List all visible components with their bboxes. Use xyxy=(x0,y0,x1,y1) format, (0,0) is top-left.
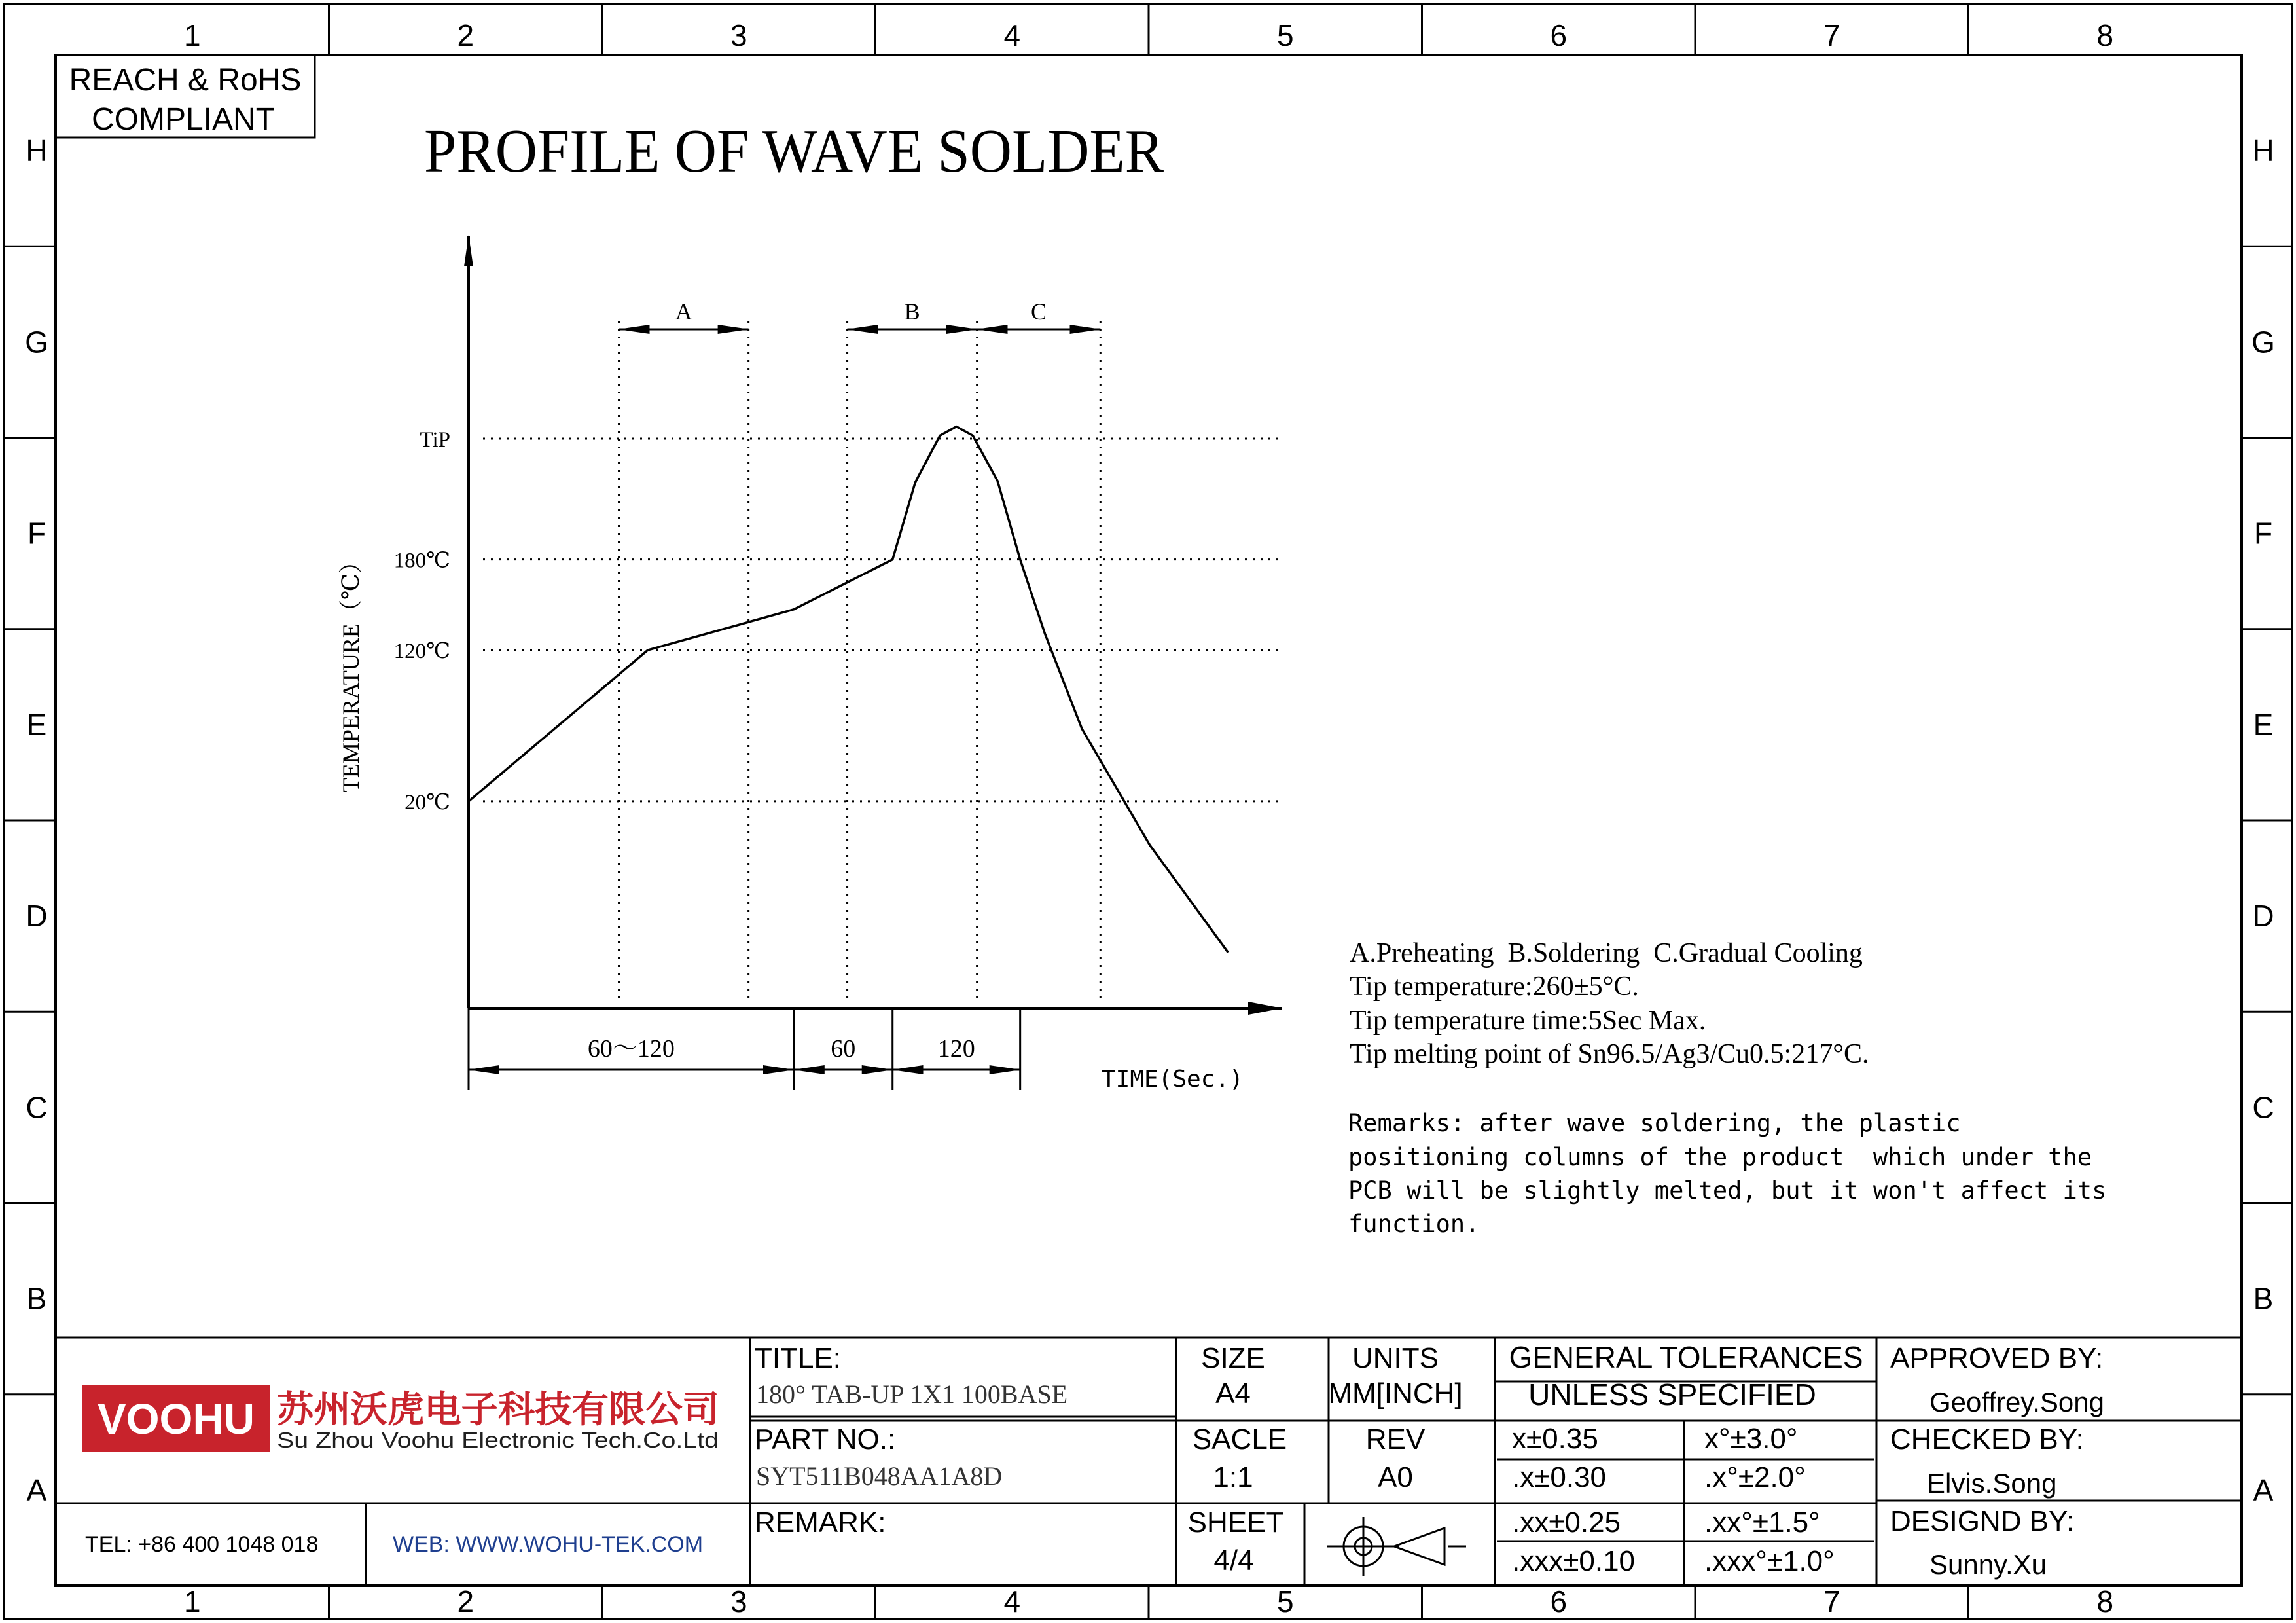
chart-axes xyxy=(394,236,1282,1008)
zone-column-label-top: 8 xyxy=(2096,18,2114,52)
y-tick-label: 180℃ xyxy=(393,549,450,573)
tolerance-angular: .x°±2.0° xyxy=(1704,1461,1806,1493)
zone-row-label-left: A xyxy=(26,1472,47,1507)
company-name-cn: 苏州沃虎电子科技有限公司 xyxy=(277,1389,719,1430)
y-tick-label: 20℃ xyxy=(404,790,450,814)
scale-label: SACLE xyxy=(1192,1423,1287,1455)
tolerance-linear: .xxx±0.10 xyxy=(1512,1545,1636,1577)
title-block xyxy=(56,1338,2242,1586)
note-phases: A.Preheating B.Soldering C.Gradual Cooling xyxy=(1350,938,1863,968)
zone-column-label-bottom: 7 xyxy=(1823,1584,1840,1618)
zone-column-label-bottom: 4 xyxy=(1003,1584,1021,1618)
zone-row-label-left: D xyxy=(26,899,48,934)
chart-gridlines xyxy=(483,321,1282,1000)
company-name-en: Su Zhou Voohu Electronic Tech.Co.Ltd xyxy=(277,1428,719,1452)
zone-row-label-left: F xyxy=(27,516,46,551)
duration-label: 120 xyxy=(937,1035,975,1063)
checked-by-name: Elvis.Song xyxy=(1927,1468,2057,1499)
zone-row-label-right: F xyxy=(2253,516,2273,551)
y-tick-label: TiP xyxy=(420,428,450,452)
remarks-line-1: Remarks: after wave soldering, the plastic xyxy=(1348,1109,1961,1137)
compliance-line-1: REACH & RoHS xyxy=(69,63,302,98)
chart-marks xyxy=(469,299,1228,1090)
zone-column-label-bottom: 1 xyxy=(183,1584,201,1618)
zone-column-label-bottom: 5 xyxy=(1276,1584,1294,1618)
solder-profile-chart xyxy=(338,236,1282,1093)
zone-grid-ticks xyxy=(4,4,2292,1619)
drawing-title: PROFILE OF WAVE SOLDER xyxy=(424,117,1164,185)
tolerance-linear: x±0.35 xyxy=(1512,1423,1598,1455)
title-block-lines xyxy=(56,1338,2242,1586)
tolerance-angular: x°±3.0° xyxy=(1704,1423,1798,1455)
zone-row-label-left: B xyxy=(26,1281,47,1316)
zone-column-label-top: 7 xyxy=(1823,18,1840,52)
duration-label: 60 xyxy=(831,1035,856,1063)
company-logo xyxy=(82,1385,270,1452)
y-tick-label: 120℃ xyxy=(393,640,450,664)
tolerance-angular: .xxx°±1.0° xyxy=(1704,1545,1835,1577)
title-value: 180° TAB-UP 1X1 100BASE xyxy=(756,1379,1068,1409)
process-notes xyxy=(1350,938,1869,1069)
size-value: A4 xyxy=(1215,1377,1251,1410)
zone-row-label-right: B xyxy=(2253,1281,2274,1316)
logo-wordmark: VOOHU xyxy=(98,1395,255,1443)
phase-label: A xyxy=(675,299,692,325)
tolerance-linear: .xx±0.25 xyxy=(1512,1506,1621,1539)
note-melting-point: Tip melting point of Sn96.5/Ag3/Cu0.5:217°C. xyxy=(1350,1039,1869,1069)
zone-row-label-right: A xyxy=(2253,1472,2274,1507)
rev-value: A0 xyxy=(1378,1461,1413,1493)
frame xyxy=(4,4,2292,1619)
remarks xyxy=(1348,1109,2106,1238)
designed-by-label: DESIGND BY: xyxy=(1890,1505,2075,1537)
checked-by-label: CHECKED BY: xyxy=(1890,1423,2084,1455)
y-axis-label: TEMPERATURE（℃） xyxy=(338,549,364,793)
approved-by-label: APPROVED BY: xyxy=(1890,1342,2104,1374)
compliance-box xyxy=(56,55,315,137)
zone-column-label-top: 4 xyxy=(1003,18,1021,52)
projection-symbol-icon xyxy=(1327,1517,1466,1576)
zone-column-label-top: 1 xyxy=(183,18,201,52)
phase-label: C xyxy=(1030,299,1047,325)
zone-grid-labels xyxy=(25,18,2275,1618)
tolerance-linear: .x±0.30 xyxy=(1512,1461,1607,1493)
title-label: TITLE: xyxy=(755,1342,842,1374)
zone-row-label-right: C xyxy=(2252,1090,2274,1125)
company-tel: TEL: +86 400 1048 018 xyxy=(85,1532,319,1557)
units-label: UNITS xyxy=(1352,1342,1439,1374)
zone-row-label-left: C xyxy=(26,1090,48,1125)
zone-row-label-right: H xyxy=(2252,134,2274,168)
remarks-line-3: PCB will be slightly melted, but it won't affect its xyxy=(1348,1176,2107,1205)
designed-by-name: Sunny.Xu xyxy=(1929,1549,2047,1580)
size-label: SIZE xyxy=(1201,1342,1265,1374)
note-tip-time: Tip temperature time:5Sec Max. xyxy=(1350,1006,1706,1036)
zone-row-label-left: E xyxy=(26,707,47,742)
zone-row-label-left: H xyxy=(26,134,48,168)
remarks-line-4: function. xyxy=(1348,1210,1480,1238)
remark-label: REMARK: xyxy=(755,1506,886,1539)
zone-column-label-top: 2 xyxy=(457,18,475,52)
phase-label: B xyxy=(904,299,920,325)
remarks-line-2: positioning columns of the product which under the xyxy=(1348,1143,2092,1171)
zone-column-label-top: 3 xyxy=(730,18,747,52)
scale-value: 1:1 xyxy=(1213,1461,1253,1493)
sheet-label: SHEET xyxy=(1187,1506,1284,1539)
duration-label: 60～120 xyxy=(587,1035,675,1063)
tolerances-header-1: GENERAL TOLERANCES xyxy=(1509,1340,1863,1374)
tolerances-header-2: UNLESS SPECIFIED xyxy=(1528,1377,1816,1412)
rev-label: REV xyxy=(1365,1423,1426,1455)
zone-column-label-bottom: 6 xyxy=(1550,1584,1568,1618)
zone-column-label-bottom: 2 xyxy=(457,1584,475,1618)
tolerance-angular: .xx°±1.5° xyxy=(1704,1506,1820,1539)
part-number-label: PART NO.: xyxy=(755,1423,896,1455)
temperature-profile-line xyxy=(469,427,1228,953)
company-web: WEB: WWW.WOHU-TEK.COM xyxy=(393,1532,704,1557)
zone-column-label-top: 6 xyxy=(1550,18,1568,52)
zone-row-label-right: E xyxy=(2253,707,2274,742)
approved-by-name: Geoffrey.Song xyxy=(1929,1387,2104,1417)
sheet-value: 4/4 xyxy=(1213,1544,1254,1577)
zone-column-label-top: 5 xyxy=(1276,18,1294,52)
tolerance-table xyxy=(1512,1423,1835,1577)
zone-row-label-left: G xyxy=(25,325,48,359)
note-tip-temperature: Tip temperature:260±5°C. xyxy=(1350,972,1639,1002)
x-axis-label: TIME(Sec.) xyxy=(1102,1066,1244,1093)
zone-row-label-right: G xyxy=(2251,325,2275,359)
units-value: MM[INCH] xyxy=(1328,1377,1463,1410)
part-number-value: SYT511B048AA1A8D xyxy=(756,1461,1003,1491)
zone-column-label-bottom: 3 xyxy=(730,1584,747,1618)
zone-column-label-bottom: 8 xyxy=(2096,1584,2114,1618)
compliance-line-2: COMPLIANT xyxy=(91,102,276,137)
zone-row-label-right: D xyxy=(2252,899,2274,934)
